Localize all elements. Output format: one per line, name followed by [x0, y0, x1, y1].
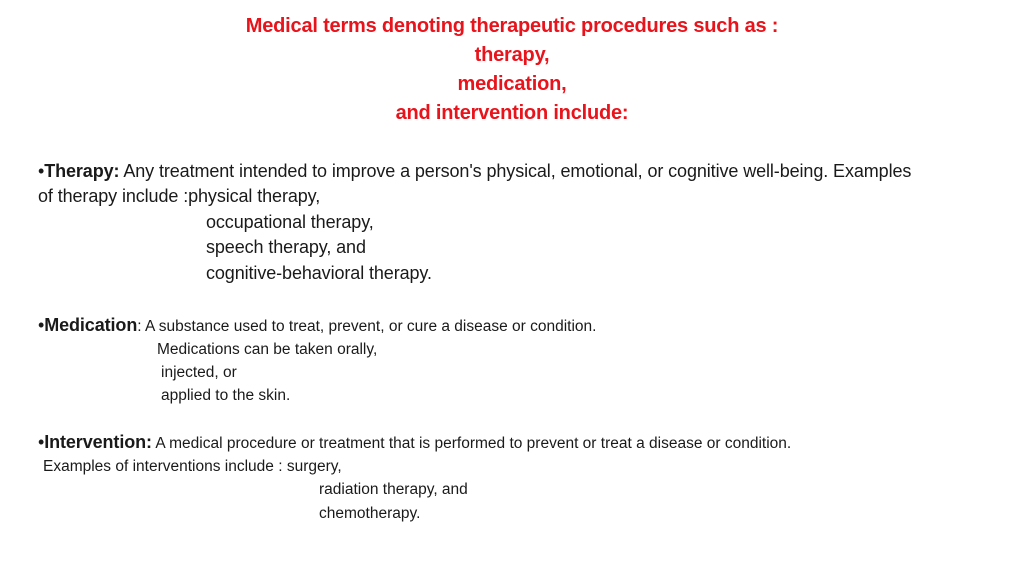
medication-example-1: injected, or — [161, 364, 237, 381]
therapy-example-2: speech therapy, and — [206, 237, 366, 257]
intervention-term: Intervention: — [44, 432, 152, 452]
therapy-examples-intro: of therapy include :physical therapy, — [38, 186, 321, 206]
medication-bullet: • — [38, 315, 45, 335]
medication-term: Medication — [44, 315, 138, 335]
medication-line-2: Medications can be taken orally, — [157, 341, 378, 358]
medication-definition-line — [38, 313, 596, 339]
therapy-example-1: occupational therapy, — [206, 212, 374, 232]
medication-example-2: applied to the skin. — [161, 387, 291, 404]
title-line-3: medication, — [457, 73, 567, 95]
title-line-2: therapy, — [474, 44, 550, 66]
title-line-4: and intervention include: — [395, 102, 629, 124]
title-line-1: Medical terms denoting therapeutic procedures such as : — [245, 15, 779, 37]
intervention-example-1: radiation therapy, and — [319, 481, 468, 498]
medication-definition: : A substance used to treat, prevent, or cure a disease or condition. — [137, 318, 597, 335]
therapy-bullet: • — [38, 161, 45, 181]
therapy-definition-line — [38, 159, 911, 184]
therapy-example-3: cognitive-behavioral therapy. — [206, 263, 432, 283]
intervention-bullet: • — [38, 432, 45, 452]
therapy-term: Therapy: — [44, 161, 120, 181]
intervention-examples-intro: Examples of interventions include : surgery, — [43, 458, 342, 475]
intervention-definition: A medical procedure or treatment that is performed to prevent or treat a disease or condition. — [151, 435, 792, 452]
intervention-definition-line — [38, 430, 791, 456]
therapy-definition: Any treatment intended to improve a person's physical, emotional, or cognitive well-being. Examples — [119, 161, 912, 181]
intervention-example-2: chemotherapy. — [319, 505, 421, 522]
slide-title — [0, 12, 1024, 128]
